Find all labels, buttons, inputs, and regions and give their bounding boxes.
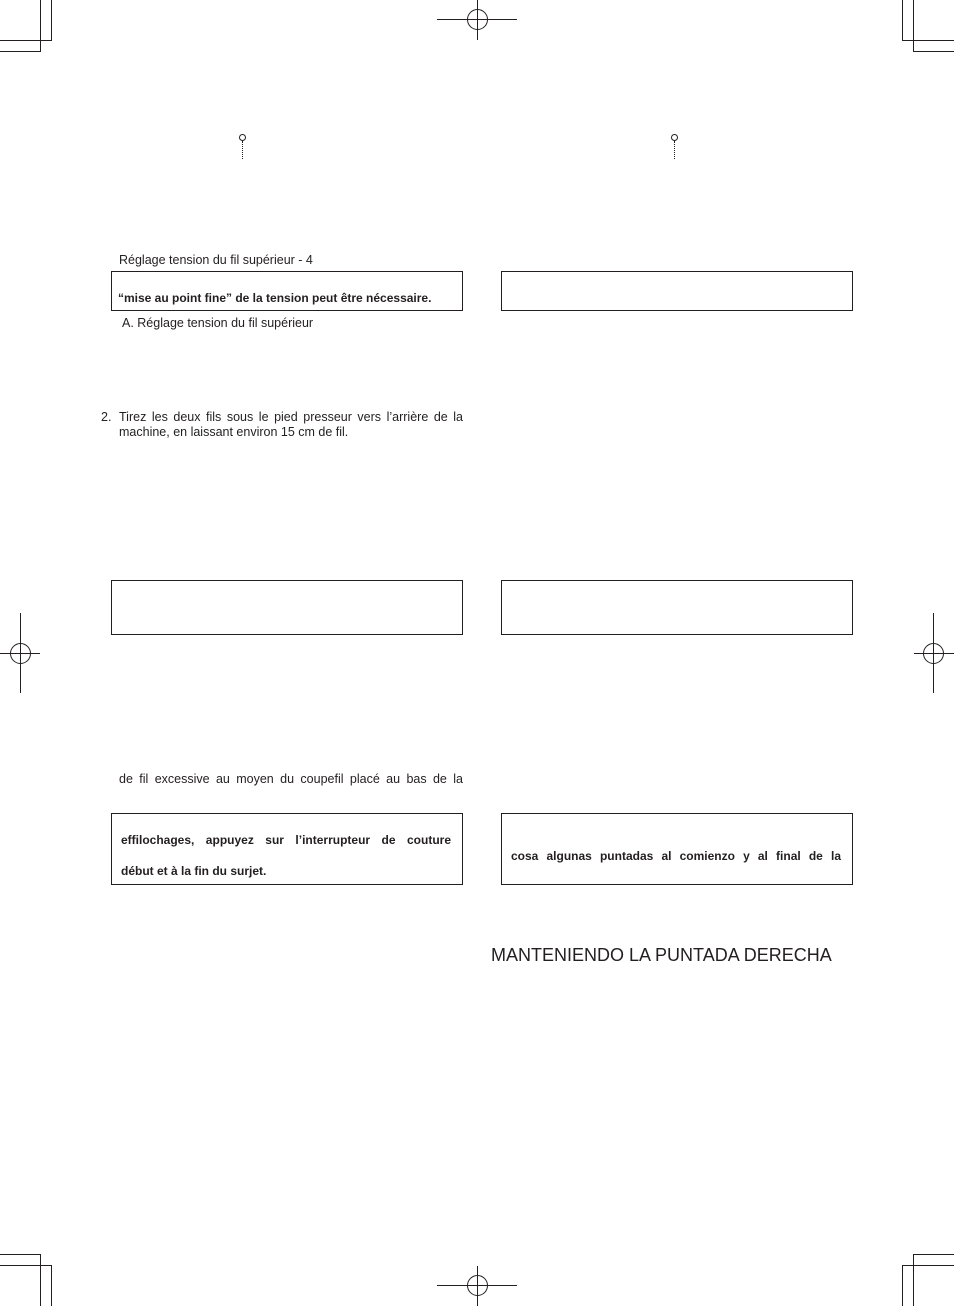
registration-left-circle <box>10 643 31 664</box>
notice-box-empty-right-top <box>501 271 853 311</box>
notice-box-fine-tuning <box>111 271 463 311</box>
notice-box-empty-left <box>111 580 463 635</box>
notice-box-empty-right-middle <box>501 580 853 635</box>
registration-top-circle <box>467 9 488 30</box>
step2-line2: machine, en laissant environ 15 cm de fil. <box>119 425 349 439</box>
registration-bottom-circle <box>467 1275 488 1296</box>
caption-tension: Réglage tension du fil supérieur - 4 <box>119 253 313 267</box>
coupefil-line: de fil excessive au moyen du coupefil placé au bas de la <box>119 772 463 786</box>
crop-mark-top-left-horizontal <box>0 51 40 52</box>
section-heading-manteniendo: MANTENIENDO LA PUNTADA DERECHA <box>491 945 832 965</box>
crop-mark-bottom-left-vertical <box>51 1266 52 1306</box>
crop-mark-bottom-right-horizontal <box>914 1254 954 1255</box>
crop-mark-bottom-right-inner-v <box>913 1254 914 1306</box>
crop-mark-top-right-horizontal <box>914 51 954 52</box>
crop-mark-bottom-left-horizontal <box>0 1254 40 1255</box>
pin-marker-right-icon <box>671 134 678 141</box>
notice-box-effilochages <box>111 813 463 885</box>
crop-mark-bottom-left-inner-h <box>0 1265 52 1266</box>
crop-mark-top-left-vertical <box>51 0 52 40</box>
pin-leader-right <box>674 141 675 159</box>
crop-mark-bottom-right-vertical <box>902 1266 903 1306</box>
crop-mark-top-right-vertical <box>902 0 903 40</box>
notice-effilochages-line1: effilochages, appuyez sur l’interrupteur de couture <box>121 833 451 847</box>
pin-marker-left-icon <box>239 134 246 141</box>
pin-leader-left <box>242 141 243 159</box>
crop-mark-top-right-inner-v <box>913 0 914 52</box>
notice-effilochages-line2: début et à la fin du surjet. <box>121 864 267 878</box>
notice-puntadas-text: cosa algunas puntadas al comienzo y al final de la <box>511 849 841 863</box>
crop-mark-top-left-inner-h <box>0 40 52 41</box>
notice-fine-tuning-text: “mise au point fine” de la tension peut être nécessaire. <box>118 291 432 305</box>
crop-mark-top-right-inner-h <box>902 40 954 41</box>
crop-mark-top-left-inner-v <box>40 0 41 52</box>
crop-mark-bottom-right-inner-h <box>902 1265 954 1266</box>
step2-number: 2. <box>101 410 112 424</box>
crop-mark-bottom-left-inner-v <box>40 1254 41 1306</box>
notice-box-puntadas <box>501 813 853 885</box>
label-a: A. Réglage tension du fil supérieur <box>122 316 314 330</box>
step2-line1: Tirez les deux fils sous le pied presseur vers l’arrière de la <box>119 410 463 424</box>
registration-right-circle <box>923 643 944 664</box>
